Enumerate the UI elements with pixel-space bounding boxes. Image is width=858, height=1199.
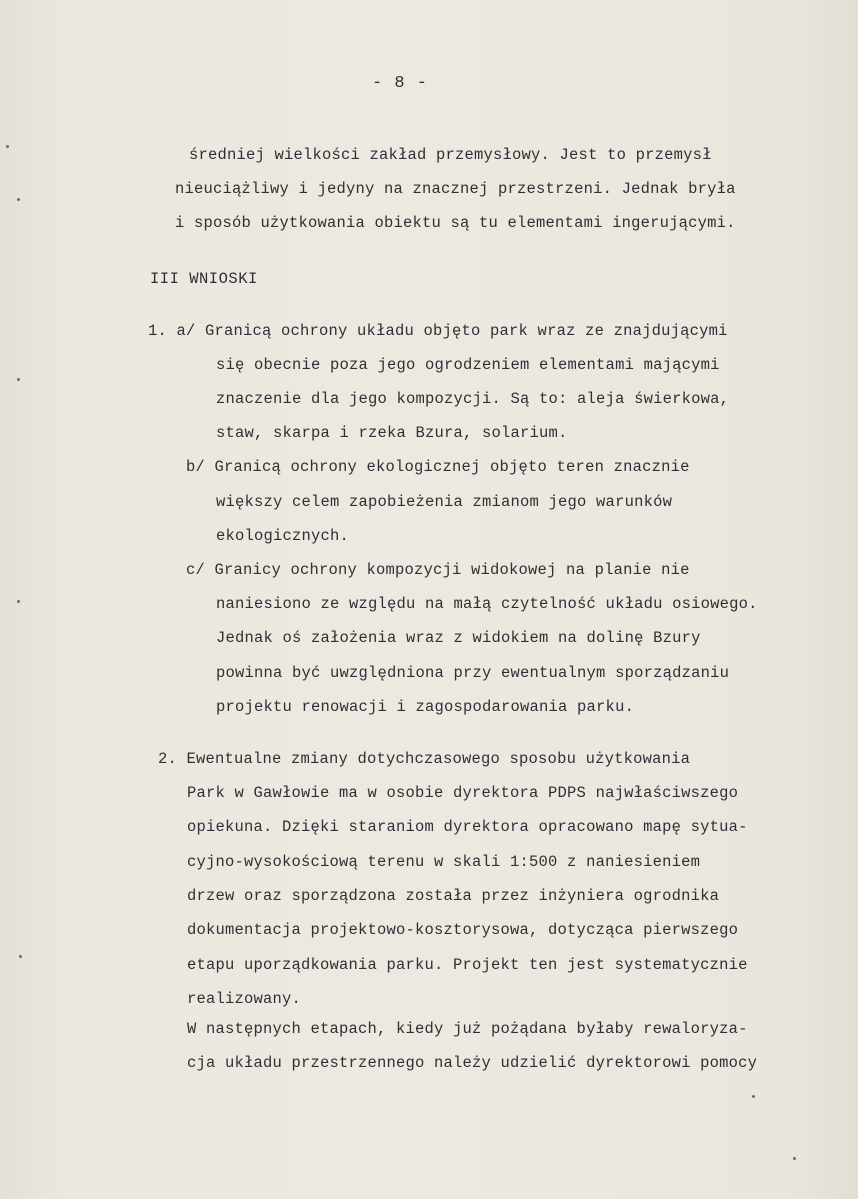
item-2-line: W następnych etapach, kiedy już pożądana byłaby rewaloryza-	[187, 1020, 748, 1038]
item-2-line: realizowany.	[187, 990, 302, 1008]
item-1c-line: powinna być uwzględniona przy ewentualnym sporządzaniu	[216, 664, 730, 682]
item-2-line: cyjno-wysokościową terenu w skali 1:500 z naniesieniem	[187, 853, 701, 871]
item-1b-line: większy celem zapobieżenia zmianom jego warunków	[216, 493, 673, 511]
item-1a-line: się obecnie poza jego ogrodzeniem elementami mającymi	[216, 356, 720, 374]
item-1b-line: ekologicznych.	[216, 527, 350, 545]
item-2-line: cja układu przestrzennego należy udzielić dyrektorowi pomocy	[187, 1054, 758, 1072]
item-1a-line: staw, skarpa i rzeka Bzura, solarium.	[216, 424, 568, 442]
margin-speck	[6, 145, 9, 148]
item-2-line: dokumentacja projektowo-kosztorysowa, dotycząca pierwszego	[187, 921, 739, 939]
item-2-line: Park w Gawłowie ma w osobie dyrektora PDPS najwłaściwszego	[187, 784, 739, 802]
item-1c-line: Jednak oś założenia wraz z widokiem na dolinę Bzury	[216, 629, 701, 647]
item-1c-line: projektu renowacji i zagospodarowania parku.	[216, 698, 635, 716]
item-2-line: drzew oraz sporządzona została przez inżyniera ogrodnika	[187, 887, 720, 905]
intro-line: średniej wielkości zakład przemysłowy. Jest to przemysł	[189, 146, 712, 164]
item-1c-line: c/ Granicy ochrony kompozycji widokowej na planie nie	[186, 561, 690, 579]
intro-line: nieuciążliwy i jedyny na znacznej przestrzeni. Jednak bryła	[175, 180, 736, 198]
item-2-line: opiekuna. Dzięki staraniom dyrektora opracowano mapę sytua-	[187, 818, 748, 836]
section-heading: III WNIOSKI	[150, 270, 258, 288]
item-1a-line: 1. a/ Granicą ochrony układu objęto park wraz ze znajdującymi	[148, 322, 728, 340]
margin-speck	[19, 955, 22, 958]
margin-speck	[752, 1095, 755, 1098]
item-1b-line: b/ Granicą ochrony ekologicznej objęto teren znacznie	[186, 458, 690, 476]
margin-speck	[793, 1157, 796, 1160]
margin-speck	[17, 378, 20, 381]
item-2-line: etapu uporządkowania parku. Projekt ten jest systematycznie	[187, 956, 748, 974]
margin-speck	[17, 600, 20, 603]
intro-line: i sposób użytkowania obiektu są tu elementami ingerującymi.	[175, 214, 736, 232]
item-2-line: 2. Ewentualne zmiany dotychczasowego sposobu użytkowania	[158, 750, 691, 768]
item-1c-line: naniesiono ze względu na małą czytelność układu osiowego.	[216, 595, 758, 613]
item-1a-line: znaczenie dla jego kompozycji. Są to: aleja świerkowa,	[216, 390, 730, 408]
margin-speck	[17, 198, 20, 201]
page-number: - 8 -	[371, 74, 428, 93]
